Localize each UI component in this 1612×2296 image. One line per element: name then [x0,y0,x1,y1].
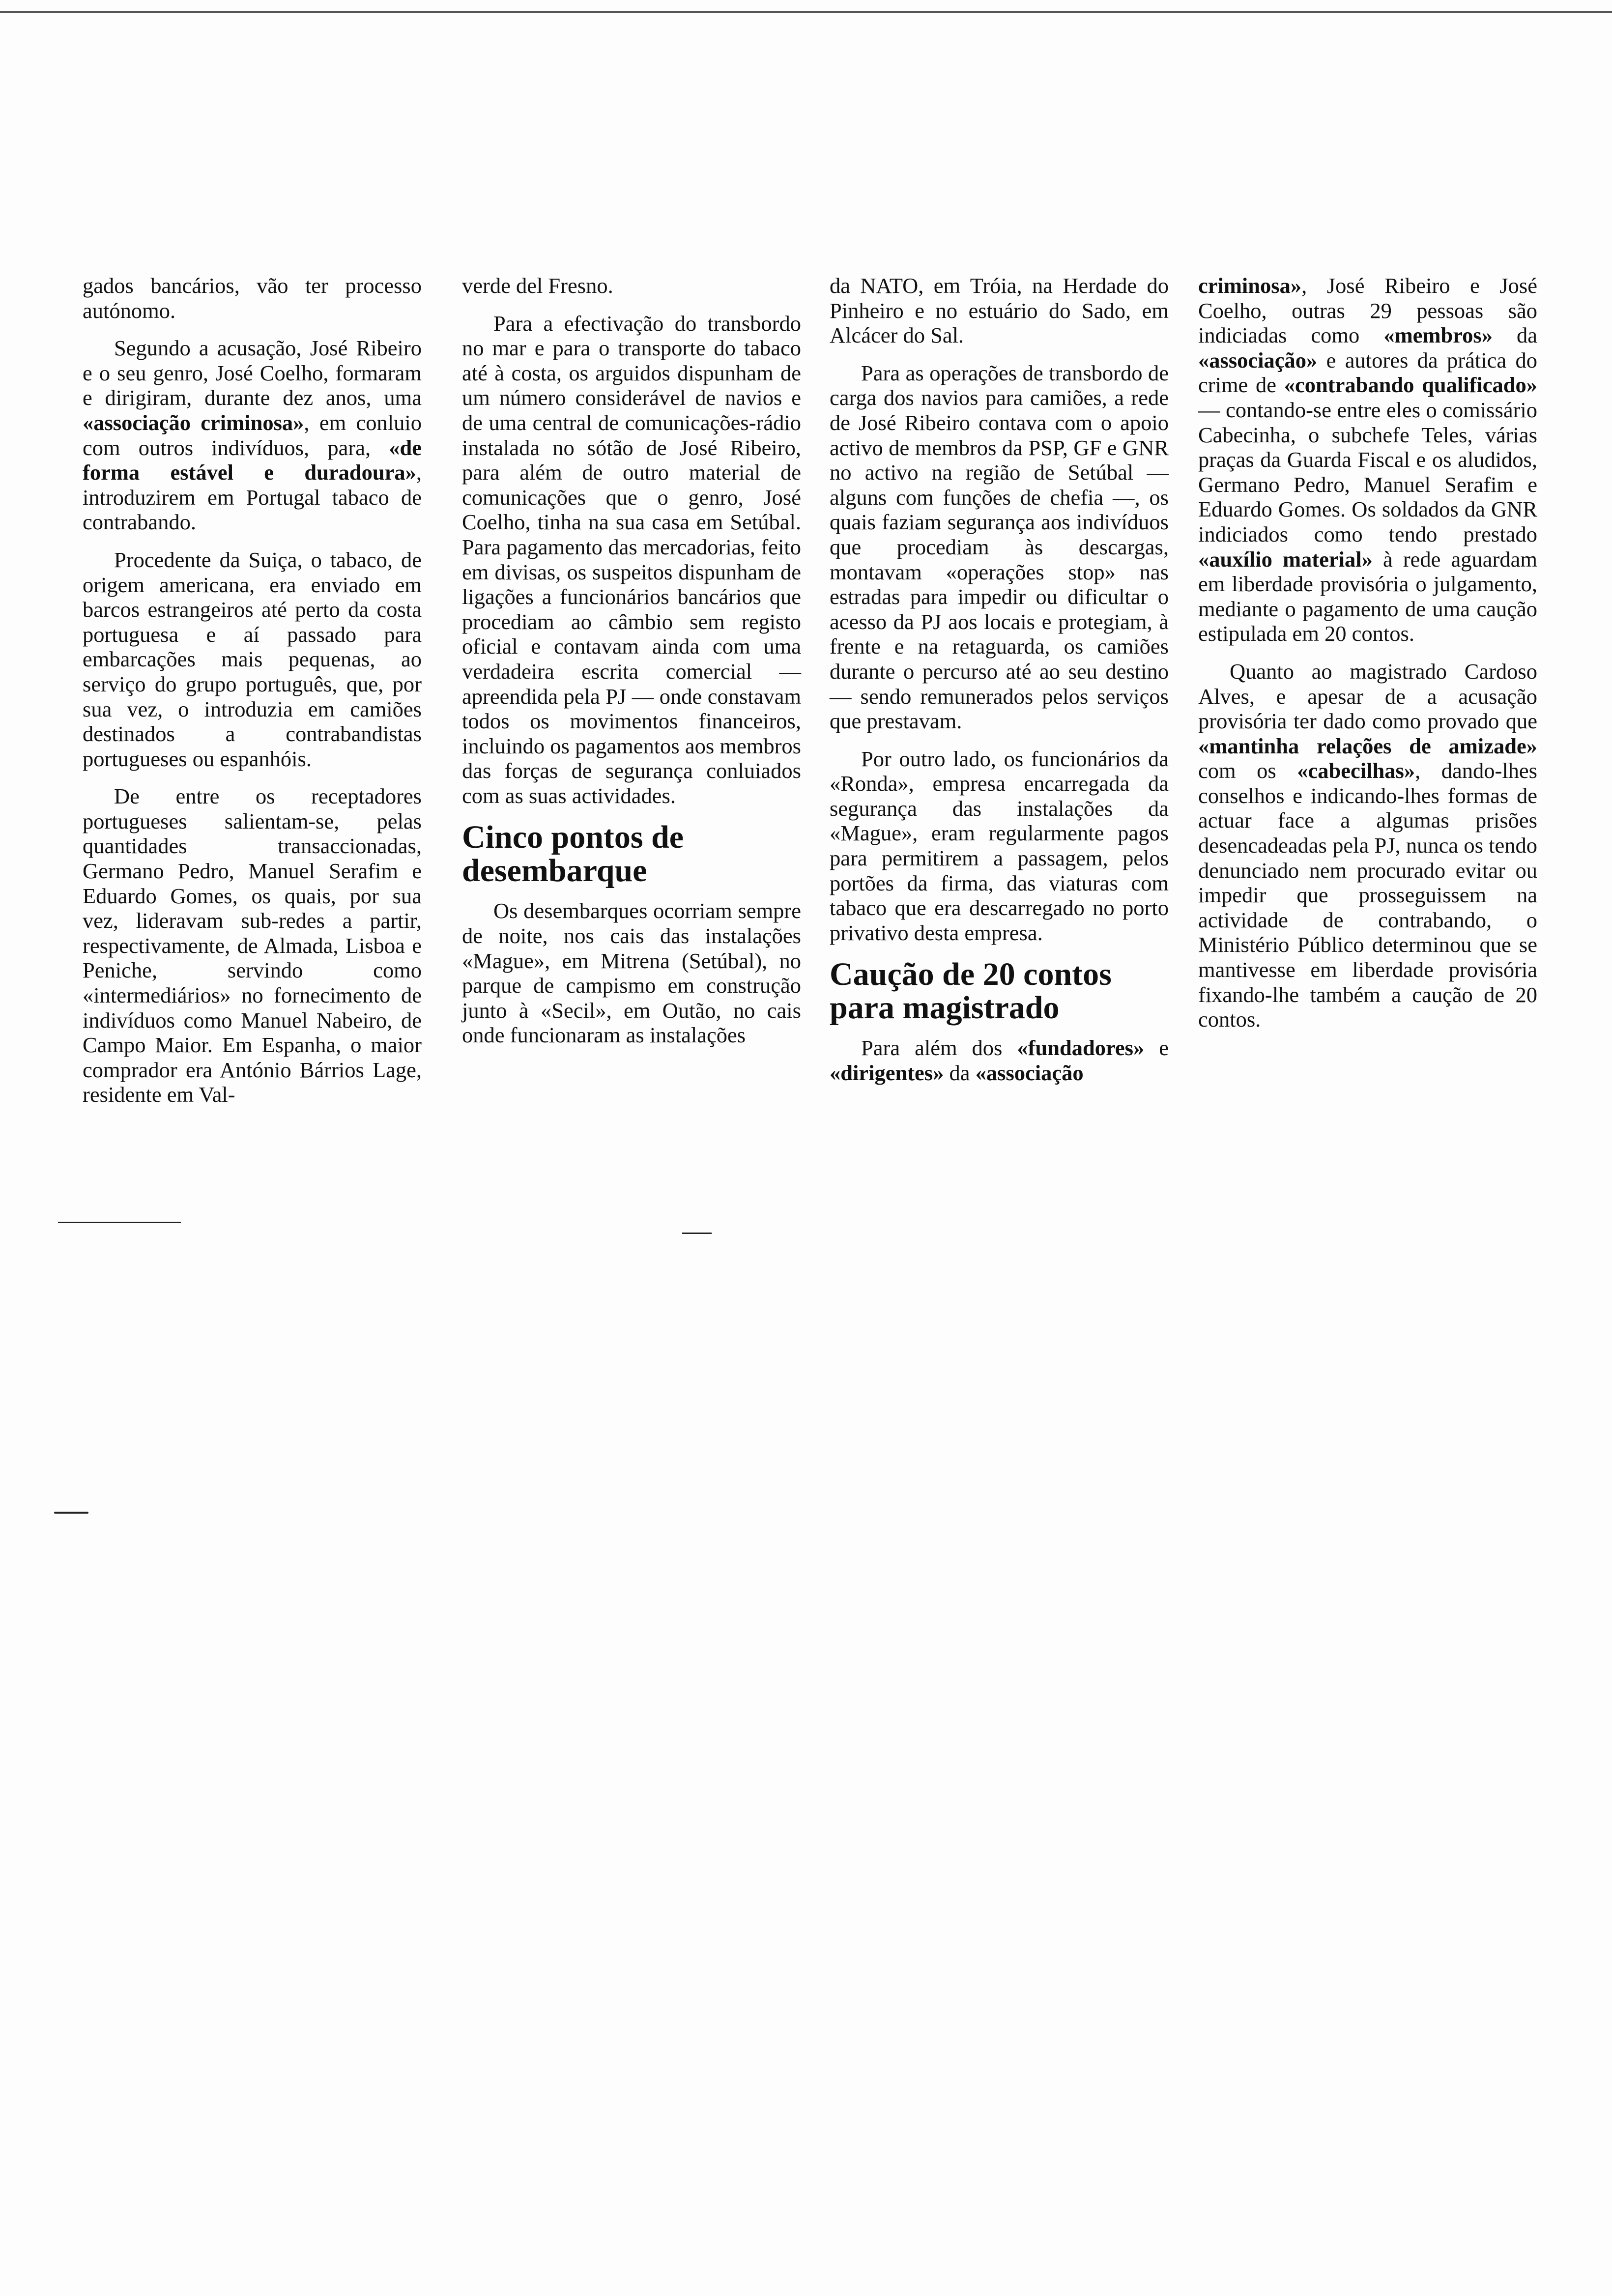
text-run: Para a efectivação do transbordo no mar e para o transporte do tabaco até à costa, os arguidos dispunham de um número considerável de navios e de uma central de comunicações-rádio instalada no sótão de José Ribeiro, para além de outro material de comunicações que o genro, José Coelho, tinha na sua casa em Setúbal. Para pagamento das mercadorias, feito em divisas, os suspeitos dispunham de ligações a funcionários bancários que procediam ao câmbio sem registo oficial e contavam ainda com uma verdadeira escrita comercial — apreendida pela PJ — onde constavam todos os movimentos financeiros, incluindo os pagamentos aos membros das forças de segurança conluiados com as suas actividades. [462,311,801,808]
text-run: Para além dos [861,1035,1017,1061]
text-run: Quanto ao magistrado Cardoso Alves, e apesar de a acusação provisória ter dado como provado que [1198,659,1537,734]
bold-quote: «associação criminosa» [83,410,304,435]
text-run: da [944,1061,976,1086]
article-column-2 [462,273,801,1048]
column-end-rule [682,1233,712,1234]
text-run: Para as operações de transbordo de carga dos navios para camiões, a rede de José Ribeiro contava com o apoio activo de membros da PSP, GF e GNR no activo na região de Setúbal — alguns com funções de chefia —, os quais faziam segurança aos indivíduos que procediam às descargas, montavam «operações stop» nas estradas para impedir ou dificultar o acesso da PJ aos locais e protegiam, à frente e na retaguarda, os camiões durante o percurso até ao seu destino — sendo remunerados pelos serviços que prestavam. [830,360,1169,734]
article-paragraph [83,547,422,771]
article-paragraph [1198,273,1537,646]
text-run: da NATO, em Tróia, na Herdade do Pinheiro e no estuário do Sado, em Alcácer do Sal. [830,273,1169,348]
scan-mark [54,1512,88,1514]
bold-quote: «fundadores» [1017,1035,1145,1061]
text-run: , em conluio com outros indivíduos, para, [83,410,422,460]
text-run: Segundo a acusação, José Ribeiro e o seu genro, José Coelho, formaram e dirigiram, durante dez anos, uma [83,336,422,410]
text-run: e autores da prática do crime de [1198,347,1537,398]
text-run: e [1144,1035,1169,1061]
text-run: , José Ribeiro e José Coelho, outras 29 pessoas são indiciadas como [1198,273,1537,348]
bold-quote: «cabecilhas» [1297,758,1415,783]
bold-quote: «mantinha relações de amizade» [1198,733,1537,758]
bold-quote: «de forma estável e duradoura» [83,435,422,485]
text-run: , introduzirem em Portugal tabaco de contrabando. [83,460,422,535]
bold-quote: «auxílio material» [1198,546,1373,572]
article-paragraph [83,784,422,1107]
bold-quote: «associação [975,1061,1084,1086]
column-end-rule [58,1222,181,1223]
text-run: Os desembarques ocorriam sempre de noite, nos cais das instalações «Mague», em Mitrena (Setúbal), no parque de campismo em construção junto à «Secil», em Outão, no cais onde funcionaram as instalações [462,898,801,1048]
article-paragraph [83,336,422,535]
article-column-3 [830,273,1169,1086]
article-paragraph [830,746,1169,946]
text-run: verde del Fresno. [462,273,613,298]
section-heading: Caução de 20 contos para magistrado [830,956,1112,1026]
article-paragraph [83,273,422,323]
article-paragraph [462,898,801,1048]
text-run: Por outro lado, os funcionários da «Ronda», empresa encarregada da segurança das instalações da «Mague», eram regularmente pagos para permitirem a passagem, pelos portões da firma, das viaturas com tabaco que era descarregado no porto privativo desta empresa. [830,746,1169,945]
article-paragraph [462,273,801,298]
section-heading: Cinco pontos de desembarque [462,819,684,889]
bold-quote: criminosa» [1198,273,1302,298]
text-run: Procedente da Suiça, o tabaco, de origem americana, era enviado em barcos estrangeiros até perto da costa portuguesa e aí passado para embarcações mais pequenas, ao serviço do grupo português, que, por sua vez, o introduzia em camiões destinados a contrabandistas portugueses ou espanhóis. [83,547,422,771]
article-column-1 [83,273,422,1107]
bold-quote: «associação» [1198,347,1318,373]
text-run: à rede aguardam em liberdade provisória o julgamento, mediante o pagamento de uma caução estipulada em 20 contos. [1198,546,1537,646]
article-paragraph [462,311,801,808]
article-paragraph [1198,659,1537,1032]
text-run: da [1492,323,1537,348]
text-run: De entre os receptadores portugueses salientam-se, pelas quantidades transaccionadas, Germano Pedro, Manuel Serafim e Eduardo Gomes, os quais, por sua vez, lideravam sub-redes a partir, respectivamente, de Almada, Lisboa e Peniche, servindo como «intermediários» no fornecimento de indivíduos como Manuel Nabeiro, de Campo Maior. Em Espanha, o maior comprador era António Bárrios Lage, residente em Val- [83,784,422,1107]
article-column-4 [1198,273,1537,1032]
article-paragraph [830,361,1169,734]
text-run: gados bancários, vão ter processo autónomo. [83,273,422,323]
bold-quote: «contrabando qualificado» [1284,373,1537,398]
text-run: com os [1198,758,1297,783]
article-paragraph [830,273,1169,348]
text-run: , dando-lhes conselhos e indicando-lhes formas de actuar face a algumas prisões desencadeadas pela PJ, nunca os tendo denunciado nem procurado evitar ou impedir que prosseguissem na actividade de contrabando, o Ministério Público determinou que se mantivesse em liberdade provisória fixando-lhe também a caução de 20 contos. [1198,758,1537,1032]
text-run: — contando-se entre eles o comissário Cabecinha, o subchefe Teles, várias praças da Guarda Fiscal e os aludidos, Germano Pedro, Manuel Serafim e Eduardo Gomes. Os soldados da GNR indiciados como tendo prestado [1198,397,1537,546]
article-paragraph [830,1035,1169,1085]
bold-quote: «dirigentes» [830,1061,944,1086]
bold-quote: «membros» [1383,323,1493,348]
top-rule [0,11,1612,13]
